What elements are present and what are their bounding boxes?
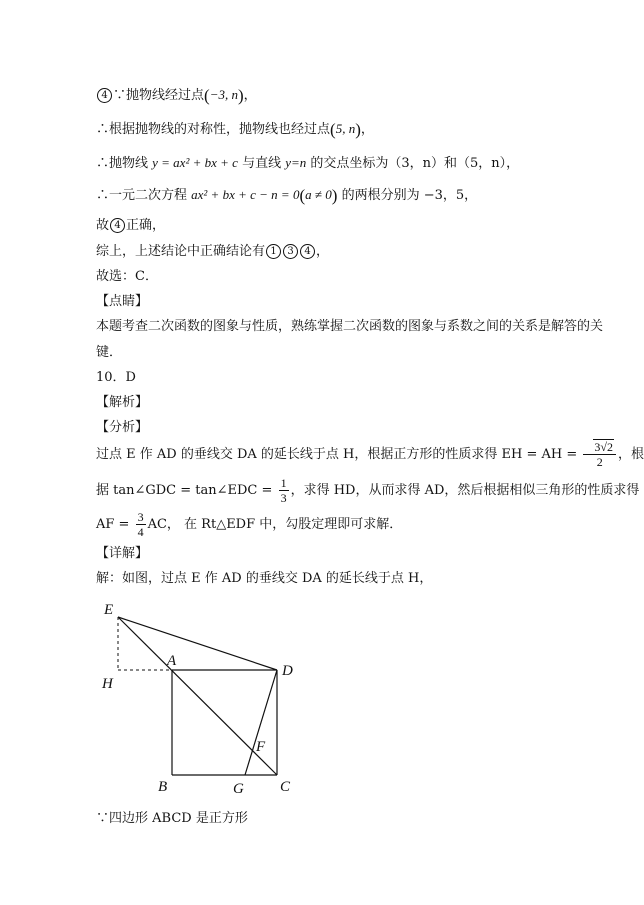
label-c: C — [280, 779, 291, 795]
text: ∴一元二次方程 — [96, 188, 192, 203]
label-e: E — [104, 602, 114, 618]
circled-number: 4 — [110, 218, 125, 233]
line-16 — [96, 510, 402, 539]
numerator: 1 — [280, 476, 287, 490]
segment-ec — [118, 617, 277, 775]
circled-number: 4 — [300, 244, 315, 259]
text: 过点 E 作 AD 的垂线交 DA 的延长线于点 H，根据正方形的性质求得 EH = AH = — [96, 447, 578, 462]
numerator — [583, 440, 616, 455]
question-number: 10．D — [96, 370, 136, 385]
text: 故 — [96, 218, 110, 233]
text: 的两根分别为 −3，5， — [337, 188, 478, 203]
denominator: 4 — [137, 525, 144, 539]
section-heading: 【分析】 — [96, 420, 149, 435]
text: ，求得 HD，从而求得 AD，然后根据相似三角形的性质求得 — [290, 483, 640, 498]
circled-number: 4 — [97, 88, 112, 103]
fraction — [279, 476, 289, 505]
equation: y=n — [285, 155, 307, 170]
text: ∴抛物线 — [96, 156, 153, 171]
circled-number: 1 — [266, 244, 281, 259]
denominator: 2 — [596, 455, 603, 469]
text: 与直线 — [237, 156, 286, 171]
line-1: 4 ∵抛物线经过点(−3, n)， — [96, 86, 257, 105]
point: −3, n — [209, 87, 238, 102]
line-6 — [96, 243, 329, 261]
point: 5, n — [335, 121, 356, 136]
line-5 — [96, 217, 165, 235]
section-heading: 【解析】 — [96, 395, 149, 410]
fraction — [583, 440, 616, 469]
text: 综上，上述结论中正确结论有 — [96, 244, 266, 259]
label-h: H — [102, 676, 113, 692]
label-g: G — [233, 781, 244, 797]
text: 正确， — [126, 218, 166, 233]
line-7: 故选：C． — [96, 269, 158, 284]
line-14 — [96, 440, 644, 469]
circled-number: 3 — [283, 244, 298, 259]
text: ∵抛物线经过点 — [113, 88, 205, 103]
label-f: F — [256, 739, 266, 755]
text: 的交点坐标为（3，n）和（5，n）， — [306, 156, 520, 171]
sqrt — [585, 440, 614, 454]
fraction — [136, 510, 146, 539]
section-heading: 【点睛】 — [96, 294, 149, 309]
condition: a ≠ 0 — [305, 187, 332, 202]
text: ， — [243, 88, 257, 103]
line-9: 本题考查二次函数的图象与性质，熟练掌握二次函数的图象与系数之间的关系是解答的关 — [96, 319, 604, 334]
label-b: B — [158, 779, 168, 795]
numerator: 3 — [137, 510, 144, 524]
line-4: ∴一元二次方程 ax² + bx + c − n = 0(a ≠ 0) 的两根分别为 −3，5， — [96, 186, 478, 205]
equation: y = ax² + bx + c — [152, 155, 238, 170]
text: AC， 在 Rt△EDF 中，勾股定理即可求解． — [147, 517, 403, 532]
line-19: ∵四边形 ABCD 是正方形 — [96, 811, 248, 826]
line-15 — [96, 476, 639, 505]
denominator: 3 — [280, 491, 287, 505]
text: ，根 — [617, 447, 644, 462]
label-d: D — [282, 663, 293, 679]
line-2: ∴根据抛物线的对称性，抛物线也经过点(5, n)， — [96, 120, 374, 139]
line-18: 解：如图，过点 E 作 AD 的垂线交 DA 的延长线于点 H， — [96, 571, 433, 586]
geometry-figure — [90, 595, 320, 805]
line-3 — [96, 154, 519, 173]
equation: ax² + bx + c − n = 0 — [191, 187, 300, 202]
text: ， — [316, 244, 330, 259]
segment-ed — [118, 617, 277, 670]
section-heading: 【详解】 — [96, 546, 149, 561]
radical: 3√2 — [594, 440, 613, 454]
text: AF = — [96, 517, 130, 532]
label-a: A — [167, 653, 177, 669]
text: ∴根据抛物线的对称性，抛物线也经过点 — [96, 122, 331, 137]
text: ， — [360, 122, 374, 137]
text: 据 tan∠GDC = tan∠EDC = — [96, 483, 273, 498]
line-10: 键． — [96, 345, 123, 360]
